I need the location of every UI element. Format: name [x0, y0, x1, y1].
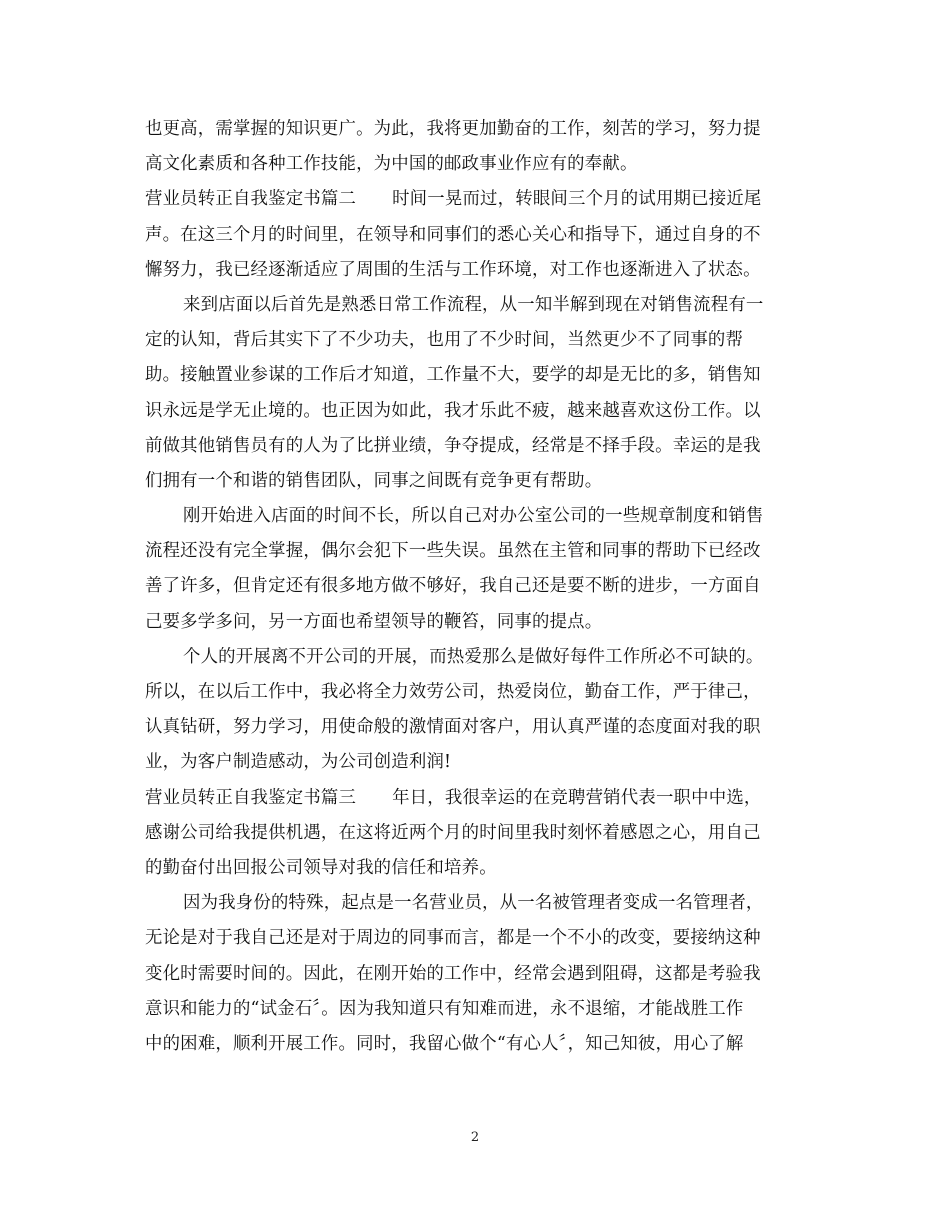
text-line	[145, 710, 810, 745]
line-text: 们拥有一个和谐的销售团队，同事之间既有竞争更有帮助。	[145, 470, 603, 491]
line-text: 个人的开展离不开公司的开展，而热爱那么是做好每件工作所必不可缺的。	[183, 646, 764, 667]
line-text: 的勤奋付出回报公司领导对我的信任和培养。	[145, 857, 497, 878]
line-text: 无论是对于我自己还是对于周边的同事而言，都是一个不小的改变，要接纳这种	[145, 928, 761, 949]
text-line	[145, 253, 810, 288]
line-text: 也更高，需掌握的知识更广。为此，我将更加勤奋的工作，刻苦的学习，努力提	[145, 119, 761, 139]
section-heading: 营业员转正自我鉴定书篇二	[145, 189, 357, 210]
text-line	[145, 569, 810, 604]
text-line	[145, 218, 810, 253]
text-line	[145, 323, 810, 358]
line-text: 流程还没有完全掌握，偶尔会犯下一些失误。虽然在主管和同事的帮助下已经改	[145, 541, 761, 562]
text-line	[145, 921, 810, 956]
line-text: 时间一晃而过，转眼间三个月的试用期已接近尾	[392, 189, 762, 210]
line-text: 感谢公司给我提供机遇，在这将近两个月的时间里我时刻怀着感恩之心，用自己	[145, 822, 761, 843]
line-text: 善了许多，但肯定还有很多地方做不够好，我自己还是要不断的进步，一方面自	[145, 576, 761, 597]
line-text: 定的认知，背后其实下了不少功夫，也用了不少时间，当然更少不了同事的帮	[145, 330, 744, 351]
line-text: 声。在这三个月的时间里，在领导和同事们的悉心关心和指导下，通过自身的不	[145, 224, 761, 245]
text-line	[145, 957, 810, 992]
line-text: 前做其他销售员有的人为了比拼业绩，争夺提成，经常是不择手段。幸运的是我	[145, 435, 761, 456]
line-text: 年日，我很幸运的在竞聘营销代表一职中中选，	[392, 787, 762, 808]
line-text: 因为我身份的特殊，起点是一名营业员，从一名被管理者变成一名管理者，	[183, 893, 764, 914]
text-line	[145, 499, 810, 534]
text-line	[145, 1027, 810, 1062]
line-text: 变化时需要时间的。因此，在刚开始的工作中，经常会遇到阻碍，这都是考验我	[145, 963, 761, 984]
line-text: 己要多学多问，另一方面也希望领导的鞭笞，同事的提点。	[145, 611, 603, 632]
line-text: 意识和能力的“试金石〞。因为我知道只有知难而进，永不退缩，才能战胜工作	[145, 998, 744, 1019]
text-line	[145, 534, 810, 569]
line-text: 业，为客户制造感动，为公司创造利润!	[145, 752, 452, 773]
body-text	[145, 112, 810, 1062]
line-text: 识永远是学无止境的。也正因为如此，我才乐此不疲，越来越喜欢这份工作。以	[145, 400, 761, 421]
text-line	[145, 429, 810, 464]
section-heading: 营业员转正自我鉴定书篇三	[145, 787, 357, 808]
line-text: 来到店面以后首先是熟悉日常工作流程，从一知半解到现在对销售流程有一	[183, 294, 764, 315]
text-line	[145, 816, 810, 851]
text-line	[145, 992, 810, 1027]
text-line	[145, 851, 810, 886]
line-text: 中的困难，顺利开展工作。同时，我留心做个“有心人〞，知己知彼，用心了解	[145, 1033, 744, 1054]
text-line	[145, 358, 810, 393]
page-number: 2	[470, 1130, 480, 1145]
text-line	[145, 288, 810, 323]
text-line	[145, 675, 810, 710]
text-line	[145, 640, 810, 675]
text-line	[145, 605, 810, 640]
line-text: 懈努力，我已经逐渐适应了周围的生活与工作环境，对工作也逐渐进入了状态。	[145, 259, 761, 280]
text-line	[145, 745, 810, 780]
line-text: 助。接触置业参谋的工作后才知道，工作量不大，要学的却是无比的多，销售知	[145, 365, 761, 386]
line-text: 高文化素质和各种工作技能，为中国的邮政事业作应有的奉献。	[145, 154, 638, 175]
text-line	[145, 394, 810, 429]
text-line	[145, 182, 810, 217]
text-line	[145, 464, 810, 499]
text-line	[145, 886, 810, 921]
line-text: 认真钻研，努力学习，用使命般的激情面对客户，用认真严谨的态度面对我的职	[145, 717, 761, 738]
line-text: 所以，在以后工作中，我必将全力效劳公司，热爱岗位，勤奋工作，严于律己，	[145, 682, 761, 702]
text-line	[145, 112, 810, 147]
text-line	[145, 781, 810, 816]
line-text: 刚开始进入店面的时间不长，所以自己对办公室公司的一些规章制度和销售	[183, 506, 764, 527]
text-line	[145, 147, 810, 182]
